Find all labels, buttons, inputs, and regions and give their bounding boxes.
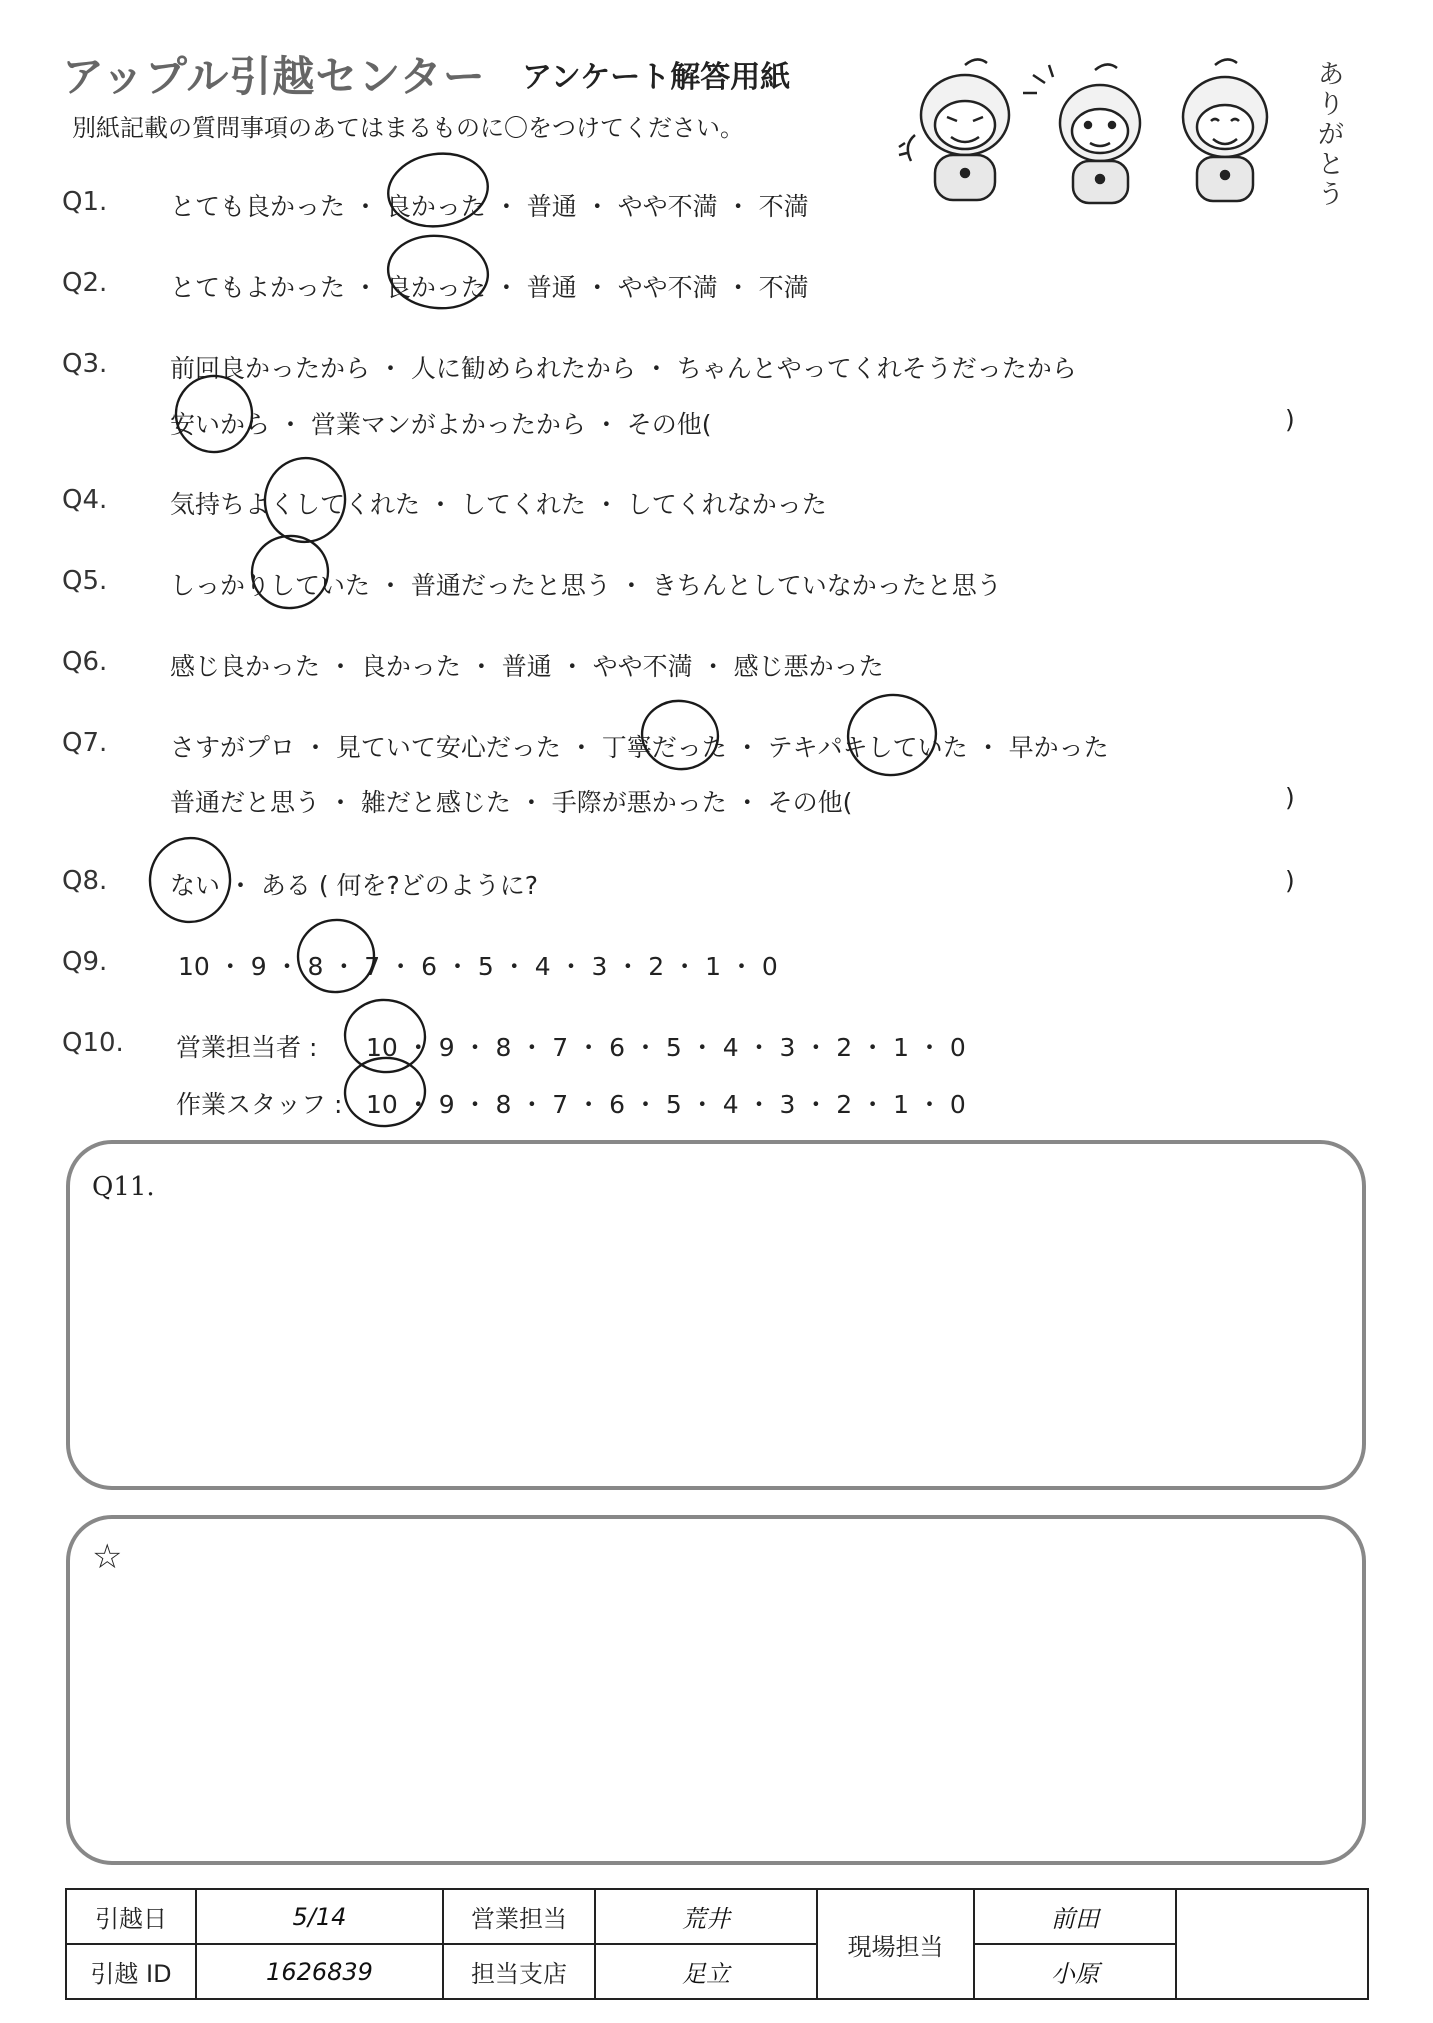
mascot-caption: ありがとう — [1318, 60, 1345, 210]
move-date-value: 5/14 — [196, 1889, 443, 1944]
q10-staff-scale: 10 ・ 9 ・ 8 ・ 7 ・ 6 ・ 5 ・ 4 ・ 3 ・ 2 ・ 1 ・ 0 — [366, 1090, 966, 1119]
q3-answer-circle — [170, 370, 258, 458]
q10-sales-scale: 10 ・ 9 ・ 8 ・ 7 ・ 6 ・ 5 ・ 4 ・ 3 ・ 2 ・ 1 ・ 0 — [366, 1033, 966, 1062]
q1-number: Q1. — [62, 187, 108, 217]
site-rep-value-1: 前田 — [974, 1889, 1176, 1944]
q7-close-paren: ) — [1285, 783, 1295, 812]
instruction-text: 別紙記載の質問事項のあてはまるものに〇をつけてください。 — [72, 114, 744, 142]
q8-options: ない ・ ある ( 何を?どのように? — [170, 871, 539, 900]
branch-value: 足立 — [595, 1944, 817, 1999]
q10-sales-answer-circle — [341, 996, 428, 1076]
q7-number: Q7. — [62, 728, 108, 758]
q7-answer-circle-2 — [843, 689, 941, 780]
q10-sales-label: 営業担当者 : — [176, 1033, 318, 1062]
company-name: アップル引越センター — [62, 52, 486, 101]
q10-staff-label: 作業スタッフ : — [176, 1090, 343, 1119]
q3-options-line1: 前回良かったから ・ 人に勧められたから ・ ちゃんとやってくれそうだったから — [170, 354, 1077, 383]
move-id-value: 1626839 — [196, 1944, 443, 1999]
q5-options: しっかりしていた ・ 普通だったと思う ・ きちんとしていなかったと思う — [170, 571, 1002, 600]
q2-answer-circle — [385, 231, 492, 313]
q9-scale: 10 ・ 9 ・ 8 ・ 7 ・ 6 ・ 5 ・ 4 ・ 3 ・ 2 ・ 1 ・ 0 — [178, 952, 778, 981]
q4-options: 気持ちよくしてくれた ・ してくれた ・ してくれなかった — [170, 490, 827, 519]
q10-staff-answer-circle — [343, 1055, 428, 1128]
q6-number: Q6. — [62, 647, 108, 677]
move-date-label: 引越日 — [66, 1889, 196, 1944]
q4-answer-circle — [258, 452, 351, 549]
site-rep-value-2: 小原 — [974, 1944, 1176, 1999]
q6-options: 感じ良かった ・ 良かった ・ 普通 ・ やや不満 ・ 感じ悪かった — [170, 652, 884, 681]
q4-number: Q4. — [62, 485, 108, 515]
move-id-label: 引越 ID — [66, 1944, 196, 1999]
q11-label: Q11. — [92, 1172, 155, 1202]
footer-info-table — [65, 1888, 1369, 2000]
q8-close-paren: ) — [1285, 866, 1295, 895]
q7-options-line2: 普通だと思う ・ 雑だと感じた ・ 手際が悪かった ・ その他( — [170, 788, 853, 817]
sales-rep-value: 荒井 — [595, 1889, 817, 1944]
q3-close-paren: ) — [1285, 405, 1295, 434]
q9-number: Q9. — [62, 947, 108, 977]
q5-answer-circle — [248, 532, 331, 612]
q2-number: Q2. — [62, 268, 108, 298]
branch-label: 担当支店 — [443, 1944, 595, 1999]
q1-options: とても良かった ・ 良かった ・ 普通 ・ やや不満 ・ 不満 — [170, 192, 809, 221]
q8-number: Q8. — [62, 866, 108, 896]
q8-answer-circle — [146, 834, 234, 926]
sales-rep-label: 営業担当 — [443, 1889, 595, 1944]
q1-answer-circle — [383, 147, 492, 232]
q9-answer-circle — [294, 916, 377, 996]
q3-options-line2: 安いから ・ 営業マンがよかったから ・ その他( — [170, 410, 712, 439]
q3-number: Q3. — [62, 349, 108, 379]
q10-number: Q10. — [62, 1028, 124, 1058]
q2-options: とてもよかった ・ 良かった ・ 普通 ・ やや不満 ・ 不満 — [170, 273, 809, 302]
star-icon: ☆ — [92, 1537, 123, 1577]
footer-blank-cell — [1176, 1889, 1368, 1999]
form-title: アンケート解答用紙 — [522, 60, 791, 95]
q7-answer-circle-1 — [638, 696, 723, 774]
q5-number: Q5. — [62, 566, 108, 596]
q7-options-line1: さすがプロ ・ 見ていて安心だった ・ 丁寧だった ・ テキパキしていた ・ 早かった — [170, 733, 1109, 762]
site-rep-label: 現場担当 — [817, 1889, 974, 1999]
